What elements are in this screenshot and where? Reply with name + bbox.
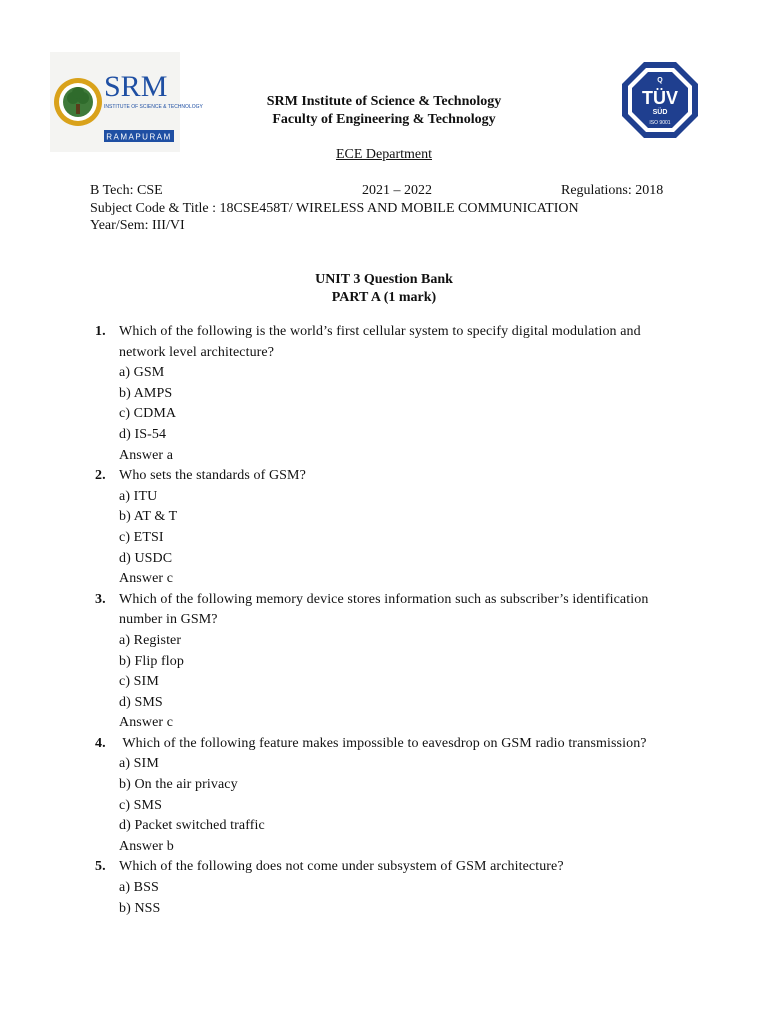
question-list xyxy=(0,322,768,919)
unit-title: UNIT 3 Question Bank xyxy=(315,272,453,287)
question-5 xyxy=(0,857,768,919)
question-number: 2. xyxy=(95,468,106,484)
question-1 xyxy=(0,322,768,466)
department-label: ECE Department xyxy=(335,147,433,162)
answer: Answer b xyxy=(119,838,174,854)
option: c) ETSI xyxy=(119,529,164,545)
option: b) NSS xyxy=(119,900,161,916)
srm-logo-brand: SRM xyxy=(104,70,168,103)
option: d) IS-54 xyxy=(119,426,167,442)
option: b) On the air privacy xyxy=(119,777,238,793)
question-number: 4. xyxy=(95,735,106,751)
question-2 xyxy=(0,466,768,590)
option: c) CDMA xyxy=(119,406,177,422)
answer: Answer c xyxy=(119,571,174,587)
option: a) ITU xyxy=(119,488,158,504)
subject-code-title: Subject Code & Title : 18CSE458T/ WIRELESS AND MOBILE COMMUNICATION xyxy=(90,201,579,216)
regulations-label: Regulations: 2018 xyxy=(561,183,664,198)
question-text: Which of the following memory device stores information such as subscriber’s identification number in GSM? xyxy=(119,591,649,628)
question-text: Which of the following is the world’s first cellular system to specify digital modulation and network level architecture? xyxy=(119,324,641,360)
srm-logo-subtitle: INSTITUTE OF SCIENCE & TECHNOLOGY xyxy=(104,104,203,110)
option: b) AMPS xyxy=(119,385,173,401)
question-number: 5. xyxy=(95,859,106,875)
question-text: Who sets the standards of GSM? xyxy=(119,468,306,484)
academic-year: 2021 – 2022 xyxy=(362,183,432,198)
question-text: Which of the following feature makes impossible to eavesdrop on GSM radio transmission? xyxy=(119,735,647,751)
question-4 xyxy=(0,734,768,858)
answer: Answer a xyxy=(119,447,174,463)
faculty-name: Faculty of Engineering & Technology xyxy=(272,112,496,127)
department-title xyxy=(0,147,768,163)
option: a) GSM xyxy=(119,365,165,381)
option: a) Register xyxy=(119,632,182,648)
question-text: Which of the following does not come under subsystem of GSM architecture? xyxy=(119,859,564,875)
option: a) BSS xyxy=(119,880,159,896)
program-label: B Tech: CSE xyxy=(90,183,163,198)
tuv-logo-q: Q xyxy=(657,77,663,84)
option: d) SMS xyxy=(119,694,163,710)
question-3 xyxy=(0,590,768,734)
option: b) Flip flop xyxy=(119,653,184,669)
part-title: PART A (1 mark) xyxy=(331,290,437,305)
option: d) Packet switched traffic xyxy=(119,818,265,834)
option: d) USDC xyxy=(119,550,173,566)
srm-logo-campus: RAMAPURAM xyxy=(106,132,172,142)
year-sem: Year/Sem: III/VI xyxy=(90,218,185,233)
option: b) AT & T xyxy=(119,509,178,525)
tuv-logo-brand: TÜV xyxy=(642,88,678,108)
tuv-logo-cert: ISO 9001 xyxy=(649,120,671,126)
option: a) SIM xyxy=(119,756,159,772)
question-number: 1. xyxy=(95,324,106,339)
option: c) SIM xyxy=(119,674,159,690)
tuv-logo-sub: SÜD xyxy=(652,109,668,116)
option: c) SMS xyxy=(119,797,162,813)
question-number: 3. xyxy=(95,591,106,607)
answer: Answer c xyxy=(119,715,174,731)
institute-name: SRM Institute of Science & Technology xyxy=(266,94,502,109)
